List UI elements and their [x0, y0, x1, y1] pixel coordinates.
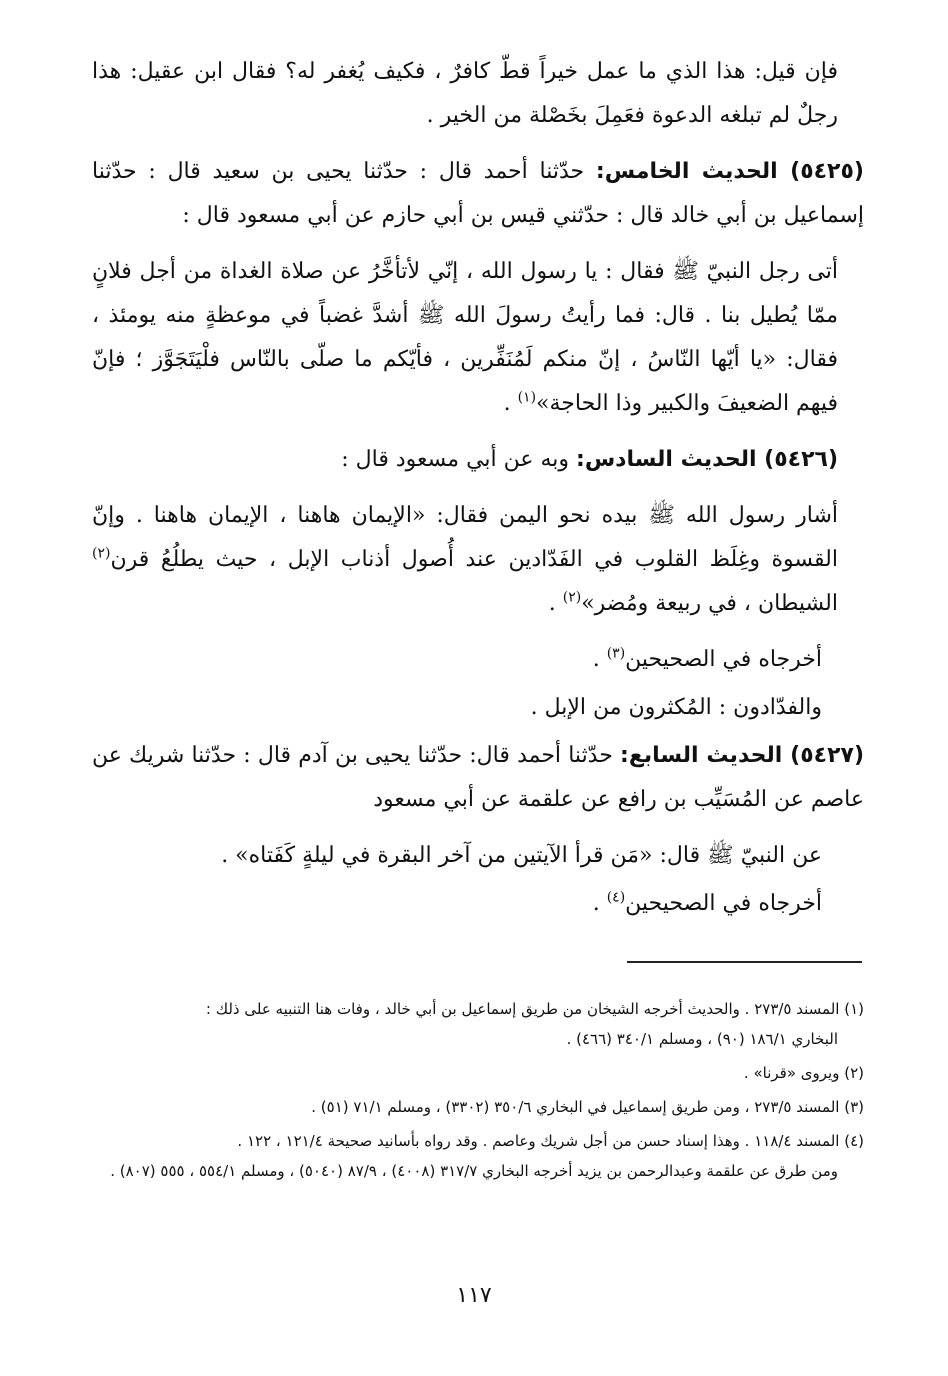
- footnote-ref-2b[interactable]: (٢): [562, 589, 582, 606]
- hadith-5426-matn-b: الشيطان ، في ربيعة ومُضر»: [581, 591, 838, 616]
- source-text: أخرجاه في الصحيحين: [625, 891, 822, 916]
- hadith-5425-header: [92, 150, 864, 238]
- footnote-ref-2a[interactable]: (٢): [92, 545, 111, 562]
- hadith-5425-isnad: حدّثنا أحمد قال : حدّثنا يحيى بن سعيد قال : حدّثنا إسماعيل بن أبي خالد قال : حدّثني قيس بن أبي حازم عن أبي مسعود قال :: [92, 159, 864, 228]
- hadith-5427-body: عن النبيّ ﷺ قال: «مَن قرأ الآيتين من آخر البقرة في ليلةٍ كَفَتاه» .: [221, 843, 822, 868]
- source-text: أخرجاه في الصحيحين: [625, 647, 822, 672]
- footnote-2: (٢) ويروى «قرنا» .: [743, 1064, 864, 1082]
- hadith-5427-isnad: حدّثنا أحمد قال: حدّثنا يحيى بن آدم قال : حدّثنا شريك عن عاصم عن المُسَيِّب بن رافع عن علقمة عن أبي مسعود: [92, 743, 864, 812]
- page-number: ١١٧: [456, 1283, 492, 1308]
- period: .: [592, 891, 607, 916]
- footnote-4-line-2: ومن طرق عن علقمة وعبدالرحمن بن يزيد أخرجه البخاري ٣١٧/٧ (٤٠٠٨) ، ٨٧/٩ (٥٠٤٠) ، ومسلم ٥٥٤/١ ، ٥٥٥ (٨٠٧) .: [110, 1162, 838, 1180]
- footnote-ref-1[interactable]: (١): [517, 389, 537, 406]
- footnote-divider: [627, 961, 862, 963]
- footnote-3: (٣) المسند ٢٧٣/٥ ، ومن طريق إسماعيل في البخاري ٣٥٠/٦ (٣٣٠٢) ، ومسلم ٧١/١ (٥١) .: [311, 1098, 864, 1116]
- hadith-5426-matn-a: أشار رسول الله ﷺ بيده نحو اليمن فقال: «الإيمان هاهنا ، الإيمان هاهنا . وإنّ القسوة وغِلَظ القلوب في الفَدّادين عند أُصول أذناب الإبل ، حيث يطلُعُ قرن: [92, 503, 838, 572]
- hadith-5427-heading: (٥٤٢٧) الحديث السابع:: [620, 743, 864, 768]
- footnote-4-line-1: (٤) المسند ١١٨/٤ . وهذا إسناد حسن من أجل شريك وعاصم . وقد رواه بأسانيد صحيحة ١٢١/٤ ، ١٢٢ .: [237, 1132, 864, 1150]
- footnote-1-line-1: (١) المسند ٢٧٣/٥ . والحديث أخرجه الشيخان من طريق إسماعيل بن أبي خالد ، وفات هنا التنبيه على ذلك :: [205, 1000, 864, 1018]
- hadith-5426-header: [92, 438, 864, 482]
- hadith-5425-matn: أتى رجل النبيّ ﷺ فقال : يا رسول الله ، إنّي لأتأخَّرُ عن صلاة الغداة من أجل فلانٍ ممّا يُطيل بنا . قال: فما رأيتُ رسولَ الله ﷺ أشدَّ غضباً في موعظةٍ منه يومئذ ، فقال: «يا أيّها النّاسُ ، إنّ منكم لَمُنَفِّرين ، فأيّكم ما صلّى بالنّاس فلْيَتَجَوَّز ؛ فإنّ فيهم الضعيفَ والكبير وذا الحاجة»: [92, 259, 839, 416]
- footnote-1-line-2: البخاري ١٨٦/١ (٩٠) ، ومسلم ٣٤٠/١ (٤٦٦) .: [566, 1030, 838, 1048]
- hadith-5425-heading: (٥٤٢٥) الحديث الخامس:: [595, 159, 864, 184]
- footnote-4: [92, 1126, 864, 1186]
- hadith-5426-heading: (٥٤٢٦) الحديث السادس:: [576, 447, 838, 472]
- footnotes: [92, 994, 864, 1190]
- period: .: [592, 647, 607, 672]
- period: .: [548, 591, 563, 616]
- hadith-5427-header: [92, 734, 864, 822]
- hadith-5426-source: [92, 638, 864, 682]
- footnote-ref-4[interactable]: (٤): [606, 889, 626, 906]
- footnote-ref-3[interactable]: (٣): [606, 645, 626, 662]
- hadith-5426-body: [92, 494, 864, 626]
- period: .: [503, 391, 518, 416]
- paragraph-intro: فإن قيل: هذا الذي ما عمل خيراً قطّ كافرٌ ، فكيف يُغفر له؟ فقال ابن عقيل: هذا رجلٌ لم تبلغه الدعوة فعَمِلَ بخَصْلة من الخير .: [92, 59, 838, 128]
- footnote-1: [92, 994, 864, 1054]
- hadith-5427-source: [92, 882, 864, 926]
- hadith-5426-gloss: والفدّادون : المُكثرون من الإبل .: [530, 695, 822, 720]
- main-text: [92, 50, 864, 930]
- hadith-5426-isnad: وبه عن أبي مسعود قال :: [341, 447, 577, 472]
- hadith-5425-body: [92, 250, 864, 426]
